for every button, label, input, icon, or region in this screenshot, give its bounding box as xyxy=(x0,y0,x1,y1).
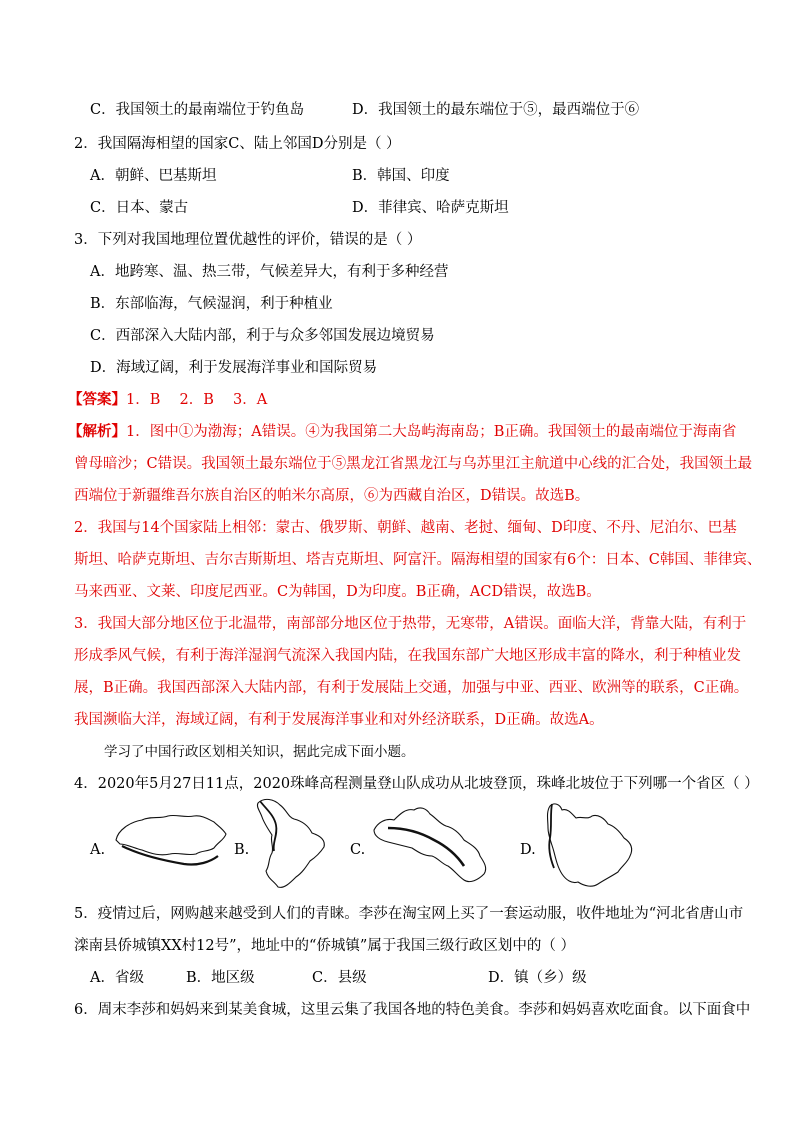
answer-tag: 【答案】 xyxy=(68,391,126,408)
answer-line xyxy=(68,390,267,410)
q2-options-row-1 xyxy=(90,166,730,186)
section-intro: 学习了中国行政区划相关知识，据此完成下面小题。 xyxy=(104,744,415,760)
q6-stem-line1: 6．周末李莎和妈妈来到某美食城，这里云集了我国各地的特色美食。李莎和妈妈喜欢吃面食。以下面食中 xyxy=(74,1002,751,1018)
q3-option-c: C．西部深入大陆内部，利于与众多邻国发展边境贸易 xyxy=(90,328,435,344)
answer-text: 1．B 2．B 3．A xyxy=(126,392,268,408)
q4-option-a-map-tibet xyxy=(110,810,230,872)
q4-option-d-label: D. xyxy=(520,842,536,858)
q2-option-c: C．日本、蒙古 xyxy=(90,200,189,216)
q5-option-a: A．省级 xyxy=(90,970,144,986)
q2-option-d: D．菲律宾、哈萨克斯坦 xyxy=(352,200,509,216)
q1-option-c: C．我国领土的最南端位于钓鱼岛 xyxy=(90,102,305,118)
q3-stem: 3．下列对我国地理位置优越性的评价，错误的是（ ） xyxy=(74,232,422,248)
analysis-text: 1．图中①为渤海；A错误。④为我国第二大岛屿海南岛；B正确。我国领土的最南端位于海南省 xyxy=(126,424,737,440)
q4-option-c-map-gansu xyxy=(368,800,498,890)
analysis-p2-line1: 2．我国与14个国家陆上相邻：蒙古、俄罗斯、朝鲜、越南、老挝、缅甸、D印度、不丹、尼泊尔、巴基 xyxy=(74,520,737,536)
q3-option-a: A．地跨寒、温、热三带，气候差异大，有利于多种经营 xyxy=(90,264,449,280)
q4-stem: 4．2020年5月27日11点，2020珠峰高程测量登山队成功从北坡登顶，珠峰北坡位于下列哪一个省区（ ） xyxy=(74,776,759,792)
q5-option-b: B．地区级 xyxy=(186,970,255,986)
analysis-p1-line1 xyxy=(68,422,736,442)
q2-stem: 2．我国隔海相望的国家C、陆上邻国D分别是（ ） xyxy=(74,136,401,152)
analysis-p1-line2: 曾母暗沙；C错误。我国领土最东端位于⑤黑龙江省黑龙江与乌苏里江主航道中心线的汇合处，我国领土最 xyxy=(74,456,753,472)
analysis-tag: 【解析】 xyxy=(68,423,126,440)
q4-option-b-map-heilongjiang xyxy=(250,795,332,895)
q2-options-row-2 xyxy=(90,198,730,218)
q4-option-c-label: C. xyxy=(350,842,366,858)
q1-option-d: D．我国领土的最东端位于⑤，最西端位于⑥ xyxy=(352,102,640,118)
analysis-p2-line2: 斯坦、哈萨克斯坦、吉尔吉斯斯坦、塔吉克斯坦、阿富汗。隔海相望的国家有6个：日本、C韩国、菲律宾、 xyxy=(74,552,762,568)
analysis-p3-line4: 我国濒临大洋，海域辽阔，有利于发展海洋事业和对外经济联系，D正确。故选A。 xyxy=(74,712,604,728)
analysis-p3-line2: 形成季风气候，有利于海洋湿润气流深入我国内陆，在我国东部广大地区形成丰富的降水，利于种植业发 xyxy=(74,648,741,664)
analysis-p2-line3: 马来西亚、文莱、印度尼西亚。C为韩国，D为印度。B正确，ACD错误，故选B。 xyxy=(74,584,601,600)
q4-option-a-label: A. xyxy=(90,842,106,858)
q2-option-b: B．韩国、印度 xyxy=(352,168,450,184)
q5-option-c: C．县级 xyxy=(312,970,367,986)
q1-options-row xyxy=(90,100,730,120)
q3-option-b: B．东部临海，气候湿润，利于种植业 xyxy=(90,296,333,312)
q2-option-a: A．朝鲜、巴基斯坦 xyxy=(90,168,217,184)
q4-option-b-label: B. xyxy=(234,842,250,858)
analysis-p1-line3: 西端位于新疆维吾尔族自治区的帕米尔高原，⑥为西藏自治区，D错误。故选B。 xyxy=(74,488,590,504)
q3-option-d: D．海域辽阔，利于发展海洋事业和国际贸易 xyxy=(90,360,378,376)
analysis-p3-line3: 展，B正确。我国西部深入大陆内部，有利于发展陆上交通，加强与中亚、西亚、欧洲等的联系，C正确。 xyxy=(74,680,749,696)
q4-option-d-map-yunnan xyxy=(538,798,640,894)
q5-stem-line2: 滦南县侨城镇XX村12号”，地址中的“侨城镇”属于我国三级行政区划中的（ ） xyxy=(74,938,575,954)
q5-option-d: D．镇（乡）级 xyxy=(488,970,587,986)
analysis-p3-line1: 3．我国大部分地区位于北温带，南部部分地区位于热带，无寒带，A错误。面临大洋，背靠大陆，有利于 xyxy=(74,616,747,632)
q5-stem-line1: 5．疫情过后，网购越来越受到人们的青睐。李莎在淘宝网上买了一套运动服，收件地址为“河北省唐山市 xyxy=(74,906,744,922)
